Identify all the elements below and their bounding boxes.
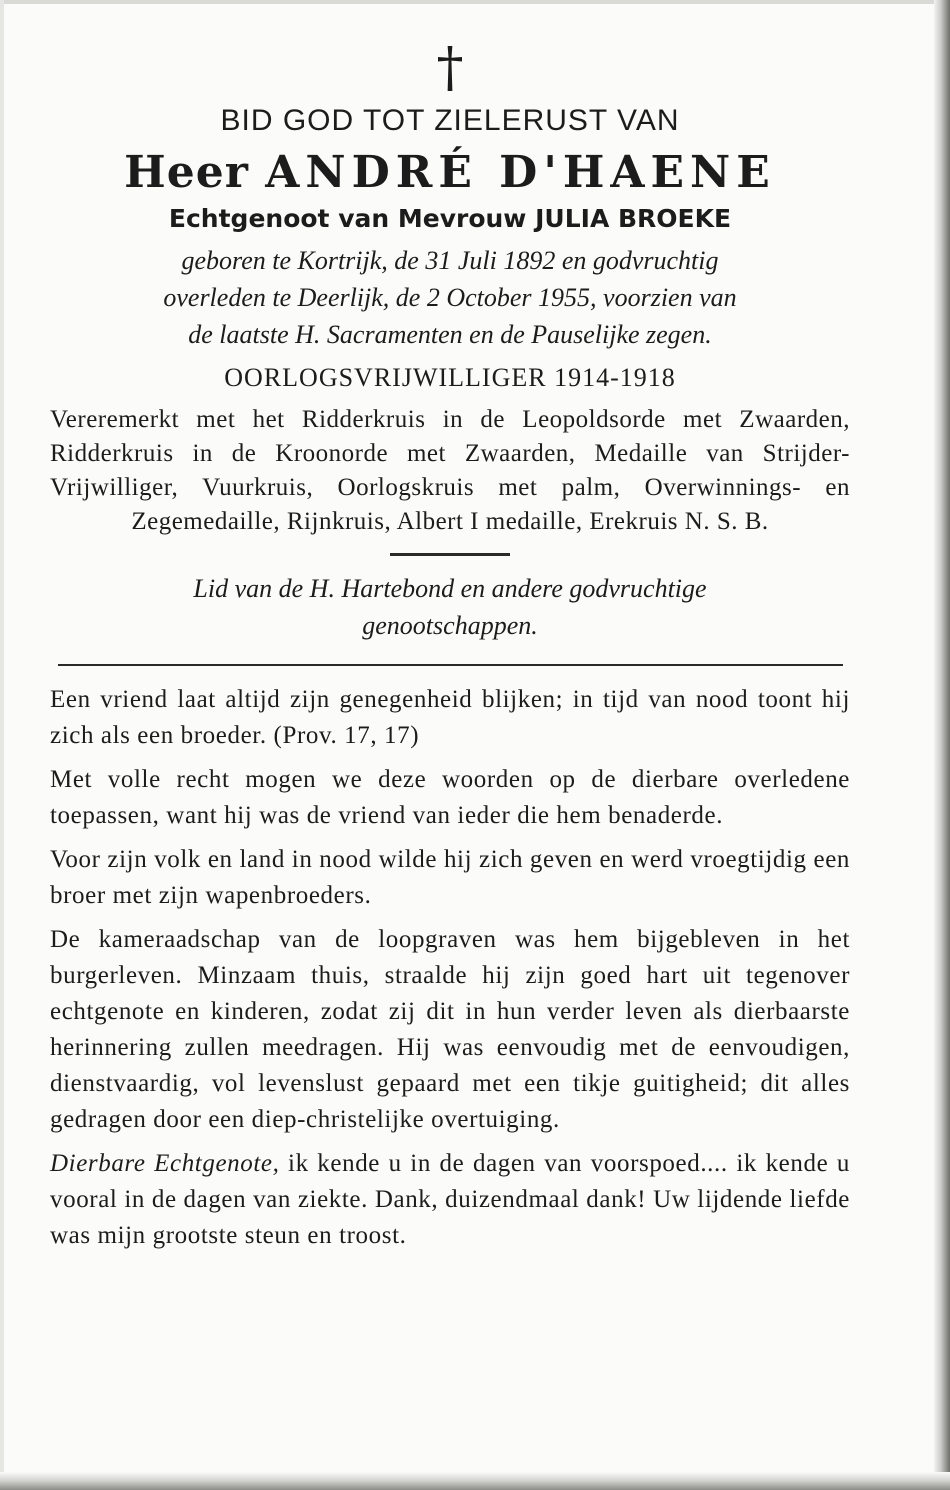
paragraph-spouse-address bbox=[50, 1146, 850, 1254]
paragraph-proverb: Een vriend laat altijd zijn genegenheid blijken; in tijd van nood toont hij zich als een broeder. (Prov. 17, 17) bbox=[50, 686, 850, 749]
membership-line: genootschappen. bbox=[362, 611, 538, 640]
honours-text: Vereremerkt met het Ridderkruis in de Leopoldsorde met Zwaarden, Ridderkruis in de Kroonorde met Zwaarden, Medaille van Strijder-Vrijwilliger, Vuurkruis, Oorlogskruis met palm, Overwinnings- en Zegemedaille, Rijnkruis, Albert I medaille, Erekruis N. S. B. bbox=[50, 406, 850, 535]
card-edge-left bbox=[0, 0, 4, 1490]
card-edge-top bbox=[0, 0, 950, 4]
paragraph-tribute: Met volle recht mogen we deze woorden op de dierbare overledene toepassen, want hij was de vriend van ieder die hem benaderde. bbox=[50, 766, 850, 829]
card-edge-bottom bbox=[0, 1472, 950, 1490]
card-content bbox=[50, 36, 850, 1262]
spouse-address-salutation: Dierbare Echtgenote, bbox=[50, 1150, 280, 1177]
life-line: geboren te Kortrijk, de 31 Juli 1892 en godvruchtig bbox=[181, 246, 719, 275]
paragraph-character: De kameraadschap van de loopgraven was hem bijgebleven in het burgerleven. Minzaam thuis, straalde hij zijn goed hart uit tegenover echtgenote en kinderen, zodat zij dit in hun verder leven als dierbaarste herinnering zullen meedragen. Hij was eenvoudig met de eenvoudigen, dienstvaardig, vol levenslust gepaard met een tikje guitigheid; dit alles gedragen door een diep-christelijke overtuiging. bbox=[50, 926, 850, 1133]
name-prefix: Heer bbox=[124, 147, 249, 198]
card-edge-right bbox=[934, 0, 950, 1490]
paragraph-country: Voor zijn volk en land in nood wilde hij zich geven en werd vroegtijdig een broer met zijn wapenbroeders. bbox=[50, 846, 850, 909]
long-divider bbox=[58, 664, 843, 666]
prayer-heading: BID GOD TOT ZIELERUST VAN bbox=[220, 104, 680, 137]
spouse-line: Echtgenoot van Mevrouw JULIA BROEKE bbox=[168, 204, 732, 233]
spouse-address-text: ik kende u in de dagen van voorspoed.... ik kende u vooral in de dagen van ziekte. Dank, duizendmaal dank! Uw lijdende liefde was mijn grootste steun en troost. bbox=[50, 1150, 850, 1249]
life-line: overleden te Deerlijk, de 2 October 1955, voorzien van bbox=[163, 283, 737, 312]
life-dates bbox=[50, 242, 850, 353]
life-line: de laatste H. Sacramenten en de Pauselijke zegen. bbox=[188, 320, 712, 349]
membership-line: Lid van de H. Hartebond en andere godvruchtige bbox=[193, 574, 707, 603]
membership-text bbox=[50, 570, 850, 644]
war-volunteer-line: OORLOGSVRIJWILLIGER 1914-1918 bbox=[224, 363, 676, 392]
cross-icon: † bbox=[436, 36, 464, 99]
short-divider bbox=[390, 553, 510, 556]
deceased-name bbox=[50, 146, 850, 200]
name-full: ANDRÉ D'HAENE bbox=[265, 147, 776, 198]
